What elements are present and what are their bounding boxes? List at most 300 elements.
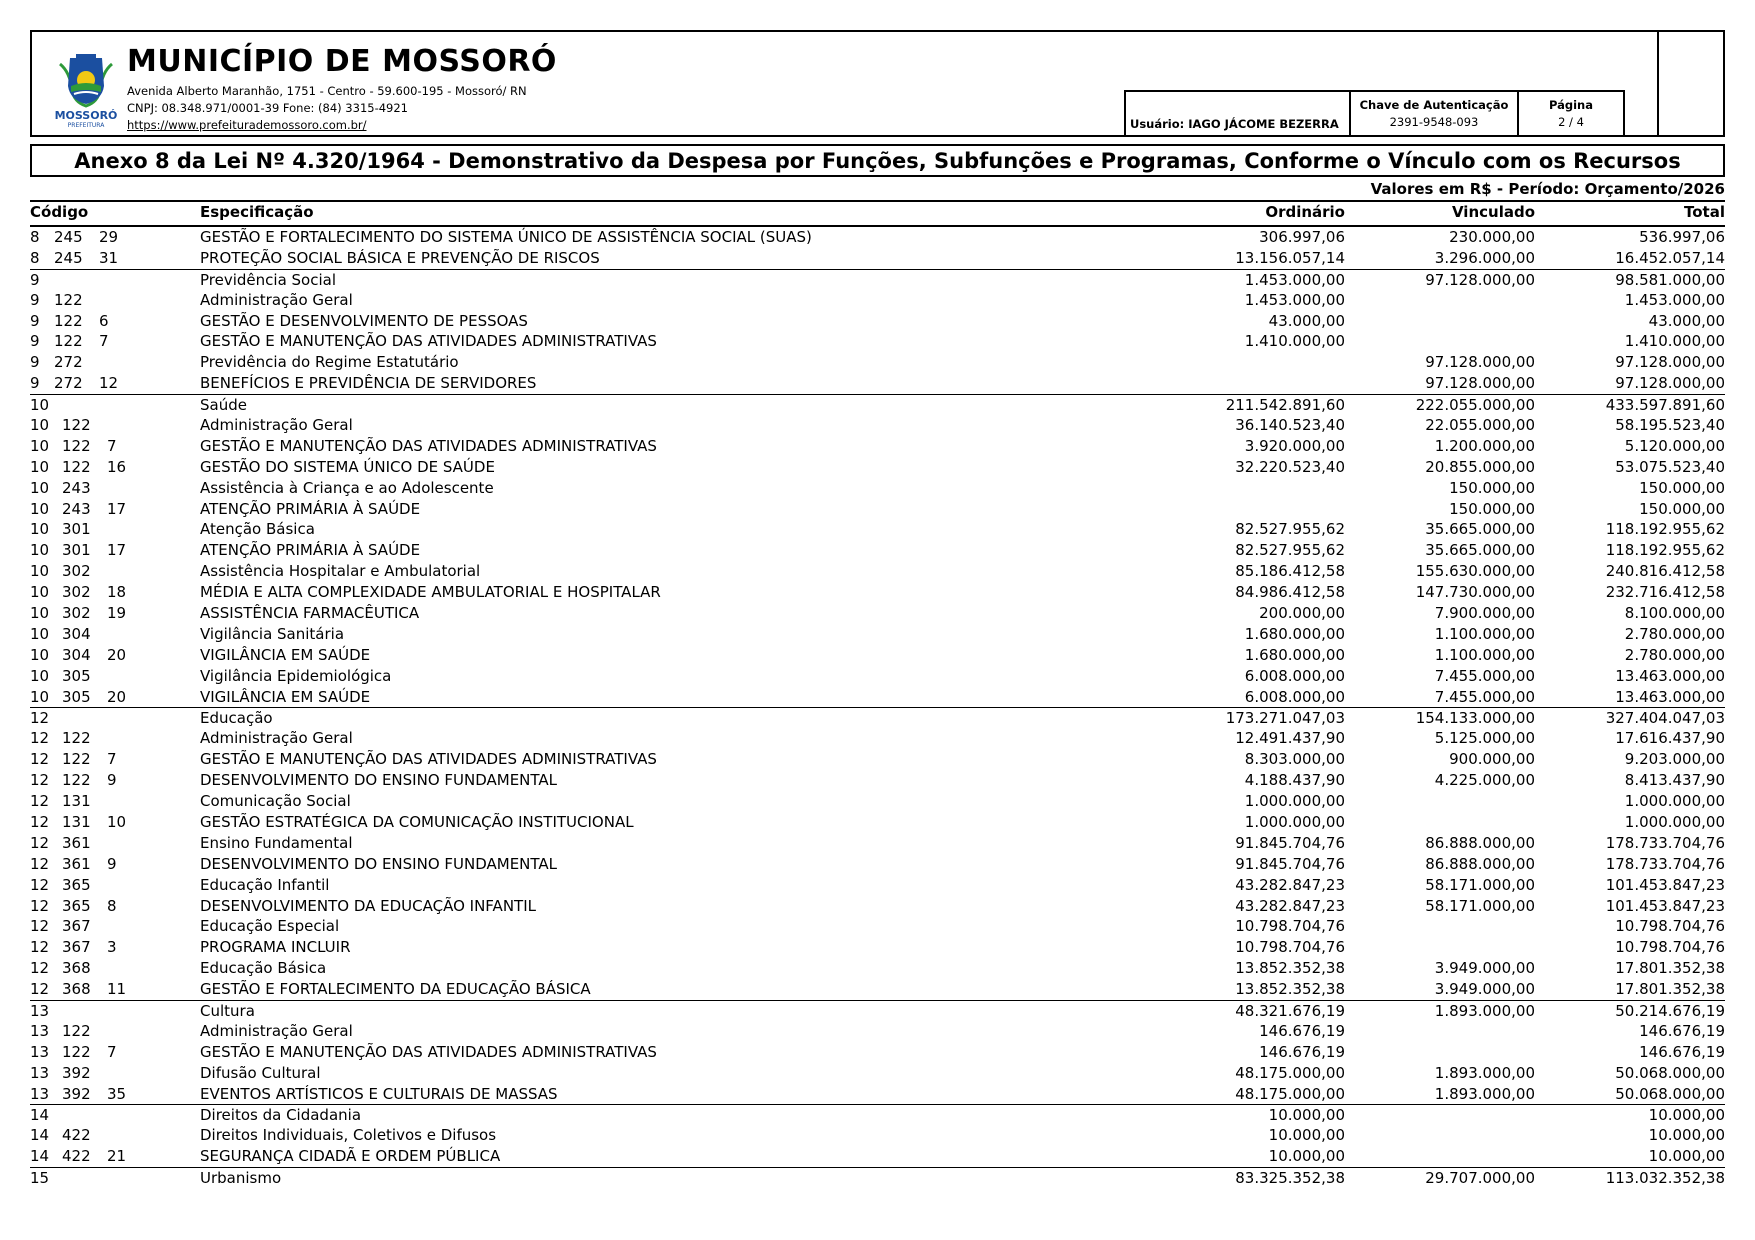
code-subfunction: 302 bbox=[62, 583, 91, 602]
cell-code bbox=[30, 979, 126, 999]
divider bbox=[30, 200, 1725, 202]
code-function: 15 bbox=[30, 1169, 50, 1188]
code-program: 6 bbox=[99, 311, 109, 330]
table-row bbox=[30, 728, 1725, 749]
cell-total: 327.404.047,03 bbox=[1605, 709, 1725, 728]
cell-ordinario: 43.282.847,23 bbox=[1235, 875, 1345, 894]
cell-ordinario: 83.325.352,38 bbox=[1235, 1169, 1345, 1188]
cell-spec: GESTÃO E MANUTENÇÃO DAS ATIVIDADES ADMINISTRATIVAS bbox=[200, 436, 657, 455]
cell-ordinario: 91.845.704,76 bbox=[1235, 833, 1345, 852]
code-program: 18 bbox=[107, 583, 127, 602]
code-function: 13 bbox=[30, 1084, 50, 1103]
cell-vinculado: 230.000,00 bbox=[1449, 228, 1535, 246]
cell-total: 10.000,00 bbox=[1648, 1147, 1725, 1166]
code-subfunction: 304 bbox=[62, 645, 91, 664]
code-subfunction: 122 bbox=[62, 416, 91, 435]
cell-vinculado: 7.900.000,00 bbox=[1434, 604, 1535, 623]
cell-ordinario: 1.410.000,00 bbox=[1244, 332, 1345, 351]
code-program: 3 bbox=[107, 938, 117, 957]
code-function: 12 bbox=[30, 980, 50, 999]
cell-spec: ATENÇÃO PRIMÁRIA À SAÚDE bbox=[200, 499, 421, 518]
code-subfunction: 365 bbox=[62, 875, 91, 894]
code-subfunction: 131 bbox=[62, 792, 91, 811]
cell-ordinario: 36.140.523,40 bbox=[1235, 416, 1345, 435]
code-subfunction: 122 bbox=[54, 290, 83, 309]
cell-total: 13.463.000,00 bbox=[1615, 687, 1725, 706]
cell-spec: Direitos da Cidadania bbox=[200, 1106, 362, 1125]
cell-total: 58.195.523,40 bbox=[1615, 416, 1725, 435]
table-row bbox=[30, 1021, 1725, 1042]
cell-code bbox=[30, 1146, 126, 1166]
cell-code bbox=[30, 937, 117, 957]
cell-spec: Ensino Fundamental bbox=[200, 833, 353, 852]
cell-spec: GESTÃO E FORTALECIMENTO DA EDUCAÇÃO BÁSICA bbox=[200, 980, 591, 999]
code-function: 13 bbox=[30, 1042, 50, 1061]
cell-ordinario: 8.303.000,00 bbox=[1244, 750, 1345, 769]
cell-vinculado: 1.200.000,00 bbox=[1434, 436, 1535, 455]
code-subfunction: 245 bbox=[54, 228, 83, 246]
cell-total: 240.816.412,58 bbox=[1605, 562, 1725, 581]
cell-spec: ASSISTÊNCIA FARMACÊUTICA bbox=[200, 604, 420, 623]
code-function: 10 bbox=[30, 499, 50, 518]
cell-total: 17.801.352,38 bbox=[1615, 980, 1725, 999]
table-row bbox=[30, 1146, 1725, 1167]
cell-spec: MÉDIA E ALTA COMPLEXIDADE AMBULATORIAL E HOSPITALAR bbox=[200, 583, 661, 602]
table-row bbox=[30, 875, 1725, 896]
cell-total: 1.453.000,00 bbox=[1624, 290, 1725, 309]
cell-total: 2.780.000,00 bbox=[1624, 624, 1725, 643]
code-function: 12 bbox=[30, 792, 50, 811]
cell-ordinario: 91.845.704,76 bbox=[1235, 854, 1345, 873]
code-program: 7 bbox=[107, 1042, 117, 1061]
cell-vinculado: 1.893.000,00 bbox=[1434, 1001, 1535, 1020]
code-program: 35 bbox=[107, 1084, 127, 1103]
cell-spec: Administração Geral bbox=[200, 290, 353, 309]
cell-code bbox=[30, 854, 117, 874]
code-function: 10 bbox=[30, 604, 50, 623]
table-row bbox=[30, 833, 1725, 854]
code-subfunction: 422 bbox=[62, 1147, 91, 1166]
cell-vinculado: 150.000,00 bbox=[1449, 478, 1535, 497]
cell-total: 10.798.704,76 bbox=[1615, 938, 1725, 957]
cell-code bbox=[30, 708, 107, 728]
cell-code bbox=[30, 958, 107, 978]
table-row bbox=[30, 1084, 1725, 1105]
cell-vinculado: 22.055.000,00 bbox=[1425, 416, 1535, 435]
code-program: 7 bbox=[107, 750, 117, 769]
table-row bbox=[30, 561, 1725, 582]
table-row bbox=[30, 519, 1725, 540]
cell-vinculado: 97.128.000,00 bbox=[1425, 374, 1535, 393]
cell-vinculado: 86.888.000,00 bbox=[1425, 854, 1535, 873]
cell-spec: GESTÃO E DESENVOLVIMENTO DE PESSOAS bbox=[200, 311, 528, 330]
cell-total: 50.068.000,00 bbox=[1615, 1084, 1725, 1103]
code-function: 12 bbox=[30, 938, 50, 957]
code-program: 11 bbox=[107, 980, 127, 999]
auth-key-cell bbox=[1351, 92, 1519, 135]
cell-total: 97.128.000,00 bbox=[1615, 353, 1725, 372]
cell-code bbox=[30, 916, 107, 936]
cell-code bbox=[30, 499, 126, 519]
code-subfunction: 122 bbox=[62, 436, 91, 455]
cell-total: 101.453.847,23 bbox=[1605, 896, 1725, 915]
cell-vinculado: 154.133.000,00 bbox=[1415, 709, 1535, 728]
cell-total: 10.798.704,76 bbox=[1615, 917, 1725, 936]
cell-vinculado: 222.055.000,00 bbox=[1415, 396, 1535, 415]
cell-code bbox=[30, 1021, 107, 1041]
cell-spec: Assistência à Criança e ao Adolescente bbox=[200, 478, 494, 497]
code-function: 13 bbox=[30, 1021, 50, 1040]
code-function: 14 bbox=[30, 1126, 50, 1145]
cell-total: 150.000,00 bbox=[1639, 499, 1725, 518]
cell-code bbox=[30, 457, 126, 477]
user-label: Usuário: IAGO JÁCOME BEZERRA bbox=[1126, 92, 1351, 135]
cell-code bbox=[30, 1042, 117, 1062]
cell-code bbox=[30, 1063, 107, 1083]
cell-spec: GESTÃO E MANUTENÇÃO DAS ATIVIDADES ADMINISTRATIVAS bbox=[200, 1042, 657, 1061]
cell-total: 113.032.352,38 bbox=[1605, 1169, 1725, 1188]
code-function: 14 bbox=[30, 1147, 50, 1166]
cell-total: 1.000.000,00 bbox=[1624, 812, 1725, 831]
cell-ordinario: 10.798.704,76 bbox=[1235, 938, 1345, 957]
logo-subtext: PREFEITURA bbox=[67, 122, 105, 129]
code-function: 10 bbox=[30, 541, 50, 560]
cell-code bbox=[30, 749, 117, 769]
cell-ordinario: 10.798.704,76 bbox=[1235, 917, 1345, 936]
cell-ordinario: 1.000.000,00 bbox=[1244, 812, 1345, 831]
table-row bbox=[30, 854, 1725, 875]
cell-vinculado: 900.000,00 bbox=[1449, 750, 1535, 769]
org-website-link[interactable]: https://www.prefeiturademossoro.com.br/ bbox=[127, 118, 367, 132]
cell-code bbox=[30, 687, 126, 707]
code-function: 13 bbox=[30, 1001, 50, 1020]
cell-spec: Educação Infantil bbox=[200, 875, 330, 894]
cell-spec: Direitos Individuais, Coletivos e Difusos bbox=[200, 1126, 497, 1145]
cell-code bbox=[30, 395, 107, 415]
code-subfunction: 392 bbox=[62, 1063, 91, 1082]
code-function: 12 bbox=[30, 750, 50, 769]
cell-ordinario: 1.453.000,00 bbox=[1244, 290, 1345, 309]
table-row bbox=[30, 645, 1725, 666]
cell-ordinario: 3.920.000,00 bbox=[1244, 436, 1345, 455]
table-row bbox=[30, 791, 1725, 812]
cell-total: 8.413.437,90 bbox=[1624, 771, 1725, 790]
cell-code bbox=[30, 270, 99, 290]
code-subfunction: 122 bbox=[62, 771, 91, 790]
code-subfunction: 365 bbox=[62, 896, 91, 915]
code-program: 17 bbox=[107, 499, 127, 518]
table-row bbox=[30, 603, 1725, 624]
cell-spec: GESTÃO E MANUTENÇÃO DAS ATIVIDADES ADMINISTRATIVAS bbox=[200, 332, 657, 351]
code-subfunction: 368 bbox=[62, 980, 91, 999]
cell-ordinario: 6.008.000,00 bbox=[1244, 666, 1345, 685]
cell-spec: SEGURANÇA CIDADÃ E ORDEM PÚBLICA bbox=[200, 1147, 501, 1166]
cell-vinculado: 97.128.000,00 bbox=[1425, 270, 1535, 289]
code-function: 10 bbox=[30, 416, 50, 435]
table-row bbox=[30, 812, 1725, 833]
logo-text: MOSSORÓ bbox=[54, 109, 118, 122]
cell-total: 9.203.000,00 bbox=[1624, 750, 1725, 769]
cell-ordinario: 48.175.000,00 bbox=[1235, 1063, 1345, 1082]
cell-total: 118.192.955,62 bbox=[1605, 520, 1725, 539]
code-subfunction: 245 bbox=[54, 248, 83, 267]
code-function: 9 bbox=[30, 311, 40, 330]
cell-ordinario: 32.220.523,40 bbox=[1235, 457, 1345, 476]
cell-code bbox=[30, 561, 107, 581]
code-function: 14 bbox=[30, 1106, 50, 1125]
cell-total: 50.068.000,00 bbox=[1615, 1063, 1725, 1082]
cell-ordinario: 43.282.847,23 bbox=[1235, 896, 1345, 915]
cell-ordinario: 200.000,00 bbox=[1259, 604, 1345, 623]
cell-total: 433.597.891,60 bbox=[1605, 396, 1725, 415]
column-header-ordinario: Ordinário bbox=[1265, 203, 1345, 221]
code-subfunction: 305 bbox=[62, 666, 91, 685]
code-function: 10 bbox=[30, 583, 50, 602]
expense-table-body bbox=[30, 227, 1725, 1188]
cell-ordinario: 1.453.000,00 bbox=[1244, 270, 1345, 289]
cell-ordinario: 1.680.000,00 bbox=[1244, 624, 1345, 643]
code-subfunction: 367 bbox=[62, 938, 91, 957]
code-subfunction: 302 bbox=[62, 604, 91, 623]
cell-ordinario: 85.186.412,58 bbox=[1235, 562, 1345, 581]
cell-spec: Educação Especial bbox=[200, 917, 340, 936]
cell-spec: VIGILÂNCIA EM SAÚDE bbox=[200, 645, 371, 664]
cell-total: 13.463.000,00 bbox=[1615, 666, 1725, 685]
table-row bbox=[30, 770, 1725, 791]
table-row bbox=[30, 311, 1725, 332]
code-program: 9 bbox=[107, 771, 117, 790]
cell-spec: Saúde bbox=[200, 396, 247, 415]
code-program: 7 bbox=[99, 332, 109, 351]
code-subfunction: 368 bbox=[62, 959, 91, 978]
cell-spec: Previdência do Regime Estatutário bbox=[200, 353, 459, 372]
cell-ordinario: 48.321.676,19 bbox=[1235, 1001, 1345, 1020]
code-program: 20 bbox=[107, 645, 127, 664]
code-subfunction: 243 bbox=[62, 478, 91, 497]
column-header-total: Total bbox=[1684, 203, 1725, 221]
cell-total: 53.075.523,40 bbox=[1615, 457, 1725, 476]
code-program: 17 bbox=[107, 541, 127, 560]
code-program: 16 bbox=[107, 457, 127, 476]
cell-spec: BENEFÍCIOS E PREVIDÊNCIA DE SERVIDORES bbox=[200, 374, 537, 393]
cell-ordinario: 306.997,06 bbox=[1259, 228, 1345, 246]
cell-total: 2.780.000,00 bbox=[1624, 645, 1725, 664]
cell-vinculado: 3.949.000,00 bbox=[1434, 959, 1535, 978]
code-subfunction: 272 bbox=[54, 374, 83, 393]
code-subfunction: 305 bbox=[62, 687, 91, 706]
coat-of-arms-icon bbox=[50, 50, 122, 130]
cell-code bbox=[30, 519, 107, 539]
table-row-function bbox=[30, 707, 1725, 728]
cell-ordinario: 146.676,19 bbox=[1259, 1042, 1345, 1061]
cell-total: 17.801.352,38 bbox=[1615, 959, 1725, 978]
cell-total: 178.733.704,76 bbox=[1605, 854, 1725, 873]
cell-code bbox=[30, 1001, 107, 1021]
cell-total: 43.000,00 bbox=[1648, 311, 1725, 330]
table-row bbox=[30, 352, 1725, 373]
code-subfunction: 122 bbox=[62, 1021, 91, 1040]
cell-code bbox=[30, 478, 107, 498]
cell-ordinario: 10.000,00 bbox=[1268, 1106, 1345, 1125]
cell-vinculado: 150.000,00 bbox=[1449, 499, 1535, 518]
cell-total: 5.120.000,00 bbox=[1624, 436, 1725, 455]
table-row bbox=[30, 916, 1725, 937]
code-subfunction: 243 bbox=[62, 499, 91, 518]
code-function: 12 bbox=[30, 709, 50, 728]
cell-spec: DESENVOLVIMENTO DO ENSINO FUNDAMENTAL bbox=[200, 771, 558, 790]
cell-total: 10.000,00 bbox=[1648, 1126, 1725, 1145]
code-function: 10 bbox=[30, 562, 50, 581]
table-row bbox=[30, 896, 1725, 917]
code-function: 12 bbox=[30, 771, 50, 790]
cell-code bbox=[30, 833, 107, 853]
cell-spec: Vigilância Epidemiológica bbox=[200, 666, 392, 685]
cell-code bbox=[30, 770, 117, 790]
cell-total: 146.676,19 bbox=[1639, 1042, 1725, 1061]
table-row bbox=[30, 290, 1725, 311]
cell-vinculado: 3.296.000,00 bbox=[1434, 248, 1535, 267]
code-function: 12 bbox=[30, 959, 50, 978]
code-function: 9 bbox=[30, 270, 40, 289]
cell-spec: Difusão Cultural bbox=[200, 1063, 321, 1082]
cell-spec: DESENVOLVIMENTO DA EDUCAÇÃO INFANTIL bbox=[200, 896, 536, 915]
table-row bbox=[30, 666, 1725, 687]
code-subfunction: 122 bbox=[54, 311, 83, 330]
cell-spec: Educação Básica bbox=[200, 959, 327, 978]
cell-code bbox=[30, 582, 126, 602]
cell-spec: Administração Geral bbox=[200, 416, 353, 435]
cell-ordinario: 43.000,00 bbox=[1268, 311, 1345, 330]
cell-code bbox=[30, 373, 118, 393]
cell-spec: Previdência Social bbox=[200, 270, 336, 289]
cell-spec: PROTEÇÃO SOCIAL BÁSICA E PREVENÇÃO DE RISCOS bbox=[200, 248, 600, 267]
table-row-function bbox=[30, 1104, 1725, 1125]
cell-total: 10.000,00 bbox=[1648, 1106, 1725, 1125]
cell-total: 98.581.000,00 bbox=[1615, 270, 1725, 289]
table-row bbox=[30, 248, 1725, 269]
code-subfunction: 301 bbox=[62, 520, 91, 539]
table-row-function bbox=[30, 269, 1725, 290]
cell-code bbox=[30, 875, 107, 895]
table-row bbox=[30, 582, 1725, 603]
cell-ordinario: 10.000,00 bbox=[1268, 1147, 1345, 1166]
code-subfunction: 122 bbox=[62, 729, 91, 748]
org-address: Avenida Alberto Maranhão, 1751 - Centro - 59.600-195 - Mossoró/ RN bbox=[127, 84, 527, 98]
cell-code bbox=[30, 1125, 107, 1145]
cell-ordinario: 82.527.955,62 bbox=[1235, 520, 1345, 539]
table-row bbox=[30, 624, 1725, 645]
code-function: 10 bbox=[30, 436, 50, 455]
code-program: 20 bbox=[107, 687, 127, 706]
code-function: 12 bbox=[30, 812, 50, 831]
cell-code bbox=[30, 415, 107, 435]
cell-code bbox=[30, 812, 126, 832]
table-row bbox=[30, 1042, 1725, 1063]
auth-meta-table bbox=[1124, 90, 1625, 135]
header-divider bbox=[1657, 32, 1659, 135]
cell-ordinario: 13.852.352,38 bbox=[1235, 959, 1345, 978]
table-row bbox=[30, 478, 1725, 499]
table-header bbox=[30, 203, 1725, 225]
cell-ordinario: 173.271.047,03 bbox=[1225, 709, 1345, 728]
cell-code bbox=[30, 1105, 107, 1125]
code-program: 31 bbox=[99, 248, 119, 267]
cell-spec: Urbanismo bbox=[200, 1169, 282, 1188]
code-function: 10 bbox=[30, 666, 50, 685]
code-subfunction: 302 bbox=[62, 562, 91, 581]
cell-spec: Vigilância Sanitária bbox=[200, 624, 345, 643]
code-subfunction: 122 bbox=[62, 1042, 91, 1061]
page-cell bbox=[1519, 92, 1625, 135]
code-subfunction: 304 bbox=[62, 624, 91, 643]
code-function: 13 bbox=[30, 1063, 50, 1082]
cell-total: 150.000,00 bbox=[1639, 478, 1725, 497]
cell-ordinario: 1.680.000,00 bbox=[1244, 645, 1345, 664]
cell-code bbox=[30, 436, 117, 456]
cell-vinculado: 7.455.000,00 bbox=[1434, 687, 1535, 706]
cell-code bbox=[30, 311, 109, 331]
cell-spec: Educação bbox=[200, 709, 273, 728]
cell-code bbox=[30, 1084, 126, 1104]
cell-spec: ATENÇÃO PRIMÁRIA À SAÚDE bbox=[200, 541, 421, 560]
cell-vinculado: 35.665.000,00 bbox=[1425, 520, 1535, 539]
cell-spec: Assistência Hospitalar e Ambulatorial bbox=[200, 562, 481, 581]
cell-vinculado: 86.888.000,00 bbox=[1425, 833, 1535, 852]
table-row-function bbox=[30, 394, 1725, 415]
code-function: 12 bbox=[30, 917, 50, 936]
cell-total: 118.192.955,62 bbox=[1605, 541, 1725, 560]
cell-spec: DESENVOLVIMENTO DO ENSINO FUNDAMENTAL bbox=[200, 854, 558, 873]
code-subfunction: 392 bbox=[62, 1084, 91, 1103]
code-function: 12 bbox=[30, 875, 50, 894]
code-subfunction: 422 bbox=[62, 1126, 91, 1145]
cell-vinculado: 97.128.000,00 bbox=[1425, 353, 1535, 372]
cell-total: 232.716.412,58 bbox=[1605, 583, 1725, 602]
code-function: 10 bbox=[30, 687, 50, 706]
cell-vinculado: 29.707.000,00 bbox=[1425, 1169, 1535, 1188]
code-subfunction: 122 bbox=[62, 457, 91, 476]
code-subfunction: 361 bbox=[62, 854, 91, 873]
cell-total: 101.453.847,23 bbox=[1605, 875, 1725, 894]
org-cnpj-phone: CNPJ: 08.348.971/0001-39 Fone: (84) 3315-4921 bbox=[127, 101, 408, 115]
cell-total: 178.733.704,76 bbox=[1605, 833, 1725, 852]
code-function: 12 bbox=[30, 833, 50, 852]
code-function: 12 bbox=[30, 729, 50, 748]
code-program: 19 bbox=[107, 604, 127, 623]
cell-vinculado: 7.455.000,00 bbox=[1434, 666, 1535, 685]
code-program: 12 bbox=[99, 374, 119, 393]
column-header-spec: Especificação bbox=[200, 203, 314, 221]
cell-vinculado: 3.949.000,00 bbox=[1434, 980, 1535, 999]
code-function: 10 bbox=[30, 396, 50, 415]
cell-ordinario: 211.542.891,60 bbox=[1225, 396, 1345, 415]
cell-vinculado: 155.630.000,00 bbox=[1415, 562, 1535, 581]
cell-ordinario: 12.491.437,90 bbox=[1235, 729, 1345, 748]
code-function: 9 bbox=[30, 374, 40, 393]
code-subfunction: 272 bbox=[54, 353, 83, 372]
code-function: 10 bbox=[30, 624, 50, 643]
cell-spec: GESTÃO E MANUTENÇÃO DAS ATIVIDADES ADMINISTRATIVAS bbox=[200, 750, 657, 769]
cell-spec: VIGILÂNCIA EM SAÚDE bbox=[200, 687, 371, 706]
cell-code bbox=[30, 728, 107, 748]
code-function: 10 bbox=[30, 520, 50, 539]
cell-vinculado: 4.225.000,00 bbox=[1434, 771, 1535, 790]
cell-code bbox=[30, 290, 99, 310]
code-function: 9 bbox=[30, 290, 40, 309]
cell-ordinario: 1.000.000,00 bbox=[1244, 792, 1345, 811]
report-period: Valores em R$ - Período: Orçamento/2026 bbox=[1370, 180, 1725, 198]
cell-vinculado: 5.125.000,00 bbox=[1434, 729, 1535, 748]
